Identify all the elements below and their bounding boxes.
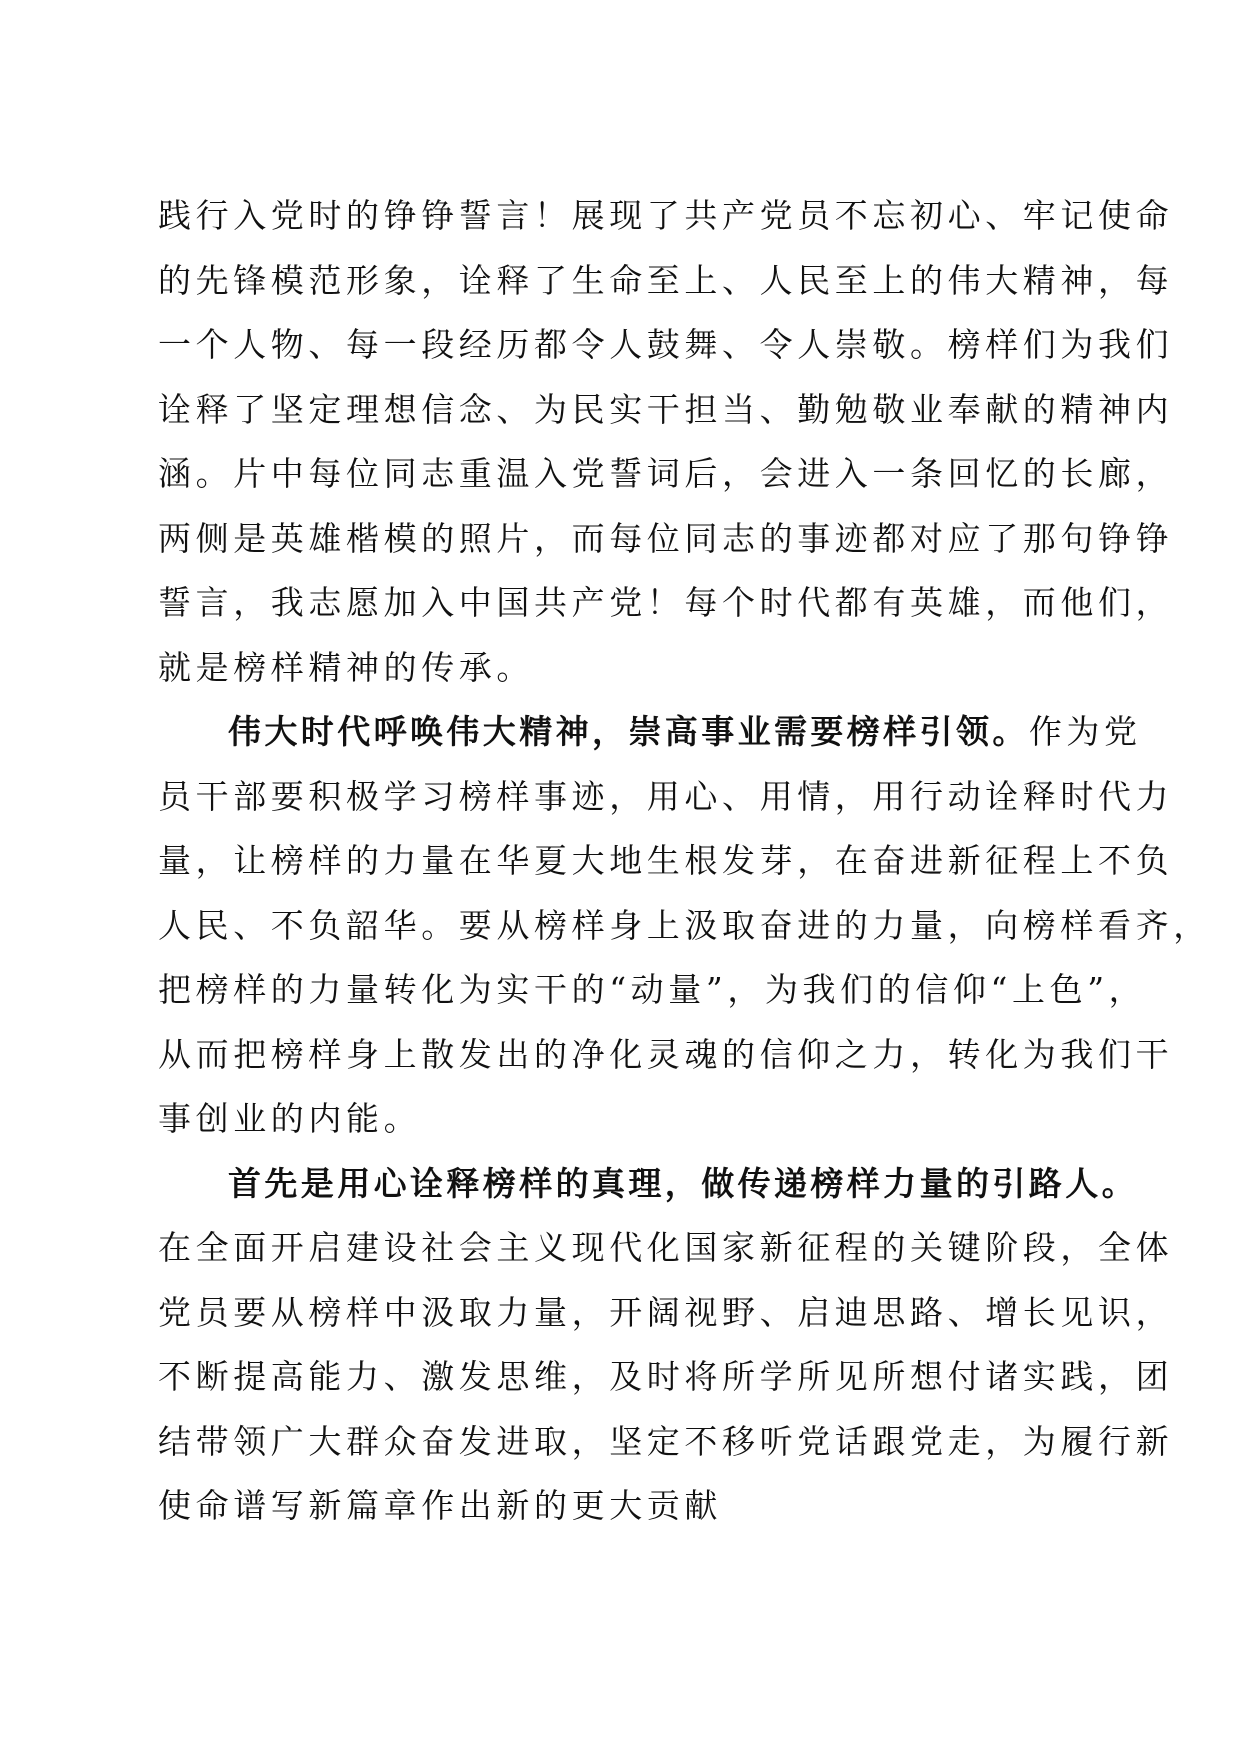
text-line: 把榜样的力量转化为实干的“动量”，为我们的信仰“上色”， <box>158 970 1147 1009</box>
paragraph-heading: 伟大时代呼唤伟大精神，崇高事业需要榜样引领。 <box>228 712 1029 751</box>
body-text <box>158 184 1211 1539</box>
text-line: 两侧是英雄楷模的照片，而每位同志的事迹都对应了那句铮铮 <box>158 518 1174 558</box>
text-line: 员干部要积极学习榜样事迹，用心、用情，用行动诠释时代力 <box>158 776 1174 816</box>
paragraph-start-line <box>158 700 1142 765</box>
text-line: 党员要从榜样中汲取力量，开阔视野、启迪思路、增长见识， <box>158 1292 1174 1332</box>
text-line: 涵。片中每位同志重温入党誓词后，会进入一条回忆的长廊， <box>158 454 1174 493</box>
text-line: 的先锋模范形象，诠释了生命至上、人民至上的伟大精神，每 <box>158 260 1174 300</box>
text-line: 在全面开启建设社会主义现代化国家新征程的关键阶段，全体 <box>158 1228 1174 1267</box>
paragraph-heading: 首先是用心诠释榜样的真理，做传递榜样力量的引路人。 <box>228 1163 1138 1203</box>
text-line: 一个人物、每一段经历都令人鼓舞、令人崇敬。榜样们为我们 <box>158 325 1174 364</box>
text-line: 从而把榜样身上散发出的净化灵魂的信仰之力，转化为我们干 <box>158 1034 1174 1074</box>
text-line: 使命谱写新篇章作出新的更大贡献 <box>158 1486 722 1525</box>
text-line: 诠释了坚定理想信念、为民实干担当、勤勉敬业奉献的精神内 <box>158 389 1174 429</box>
text-line: 人民、不负韶华。要从榜样身上汲取奋进的力量，向榜样看齐， <box>158 905 1211 945</box>
text-line: 不断提高能力、激发思维，及时将所学所见所想付诸实践，团 <box>158 1357 1174 1396</box>
text-line: 事创业的内能。 <box>158 1099 422 1138</box>
text-line: 誓言，我志愿加入中国共产党！每个时代都有英雄，而他们， <box>158 583 1174 622</box>
text-line: 量，让榜样的力量在华夏大地生根发芽，在奋进新征程上不负 <box>158 841 1174 880</box>
paragraph-start-line <box>158 1152 1138 1217</box>
text-line: 结带领广大群众奋发进取，坚定不移听党话跟党走，为履行新 <box>158 1421 1174 1461</box>
text-line: 就是榜样精神的传承。 <box>158 647 534 687</box>
text-run: 作为党 <box>1028 712 1142 751</box>
text-line: 践行入党时的铮铮誓言！展现了共产党员不忘初心、牢记使命 <box>158 196 1174 235</box>
